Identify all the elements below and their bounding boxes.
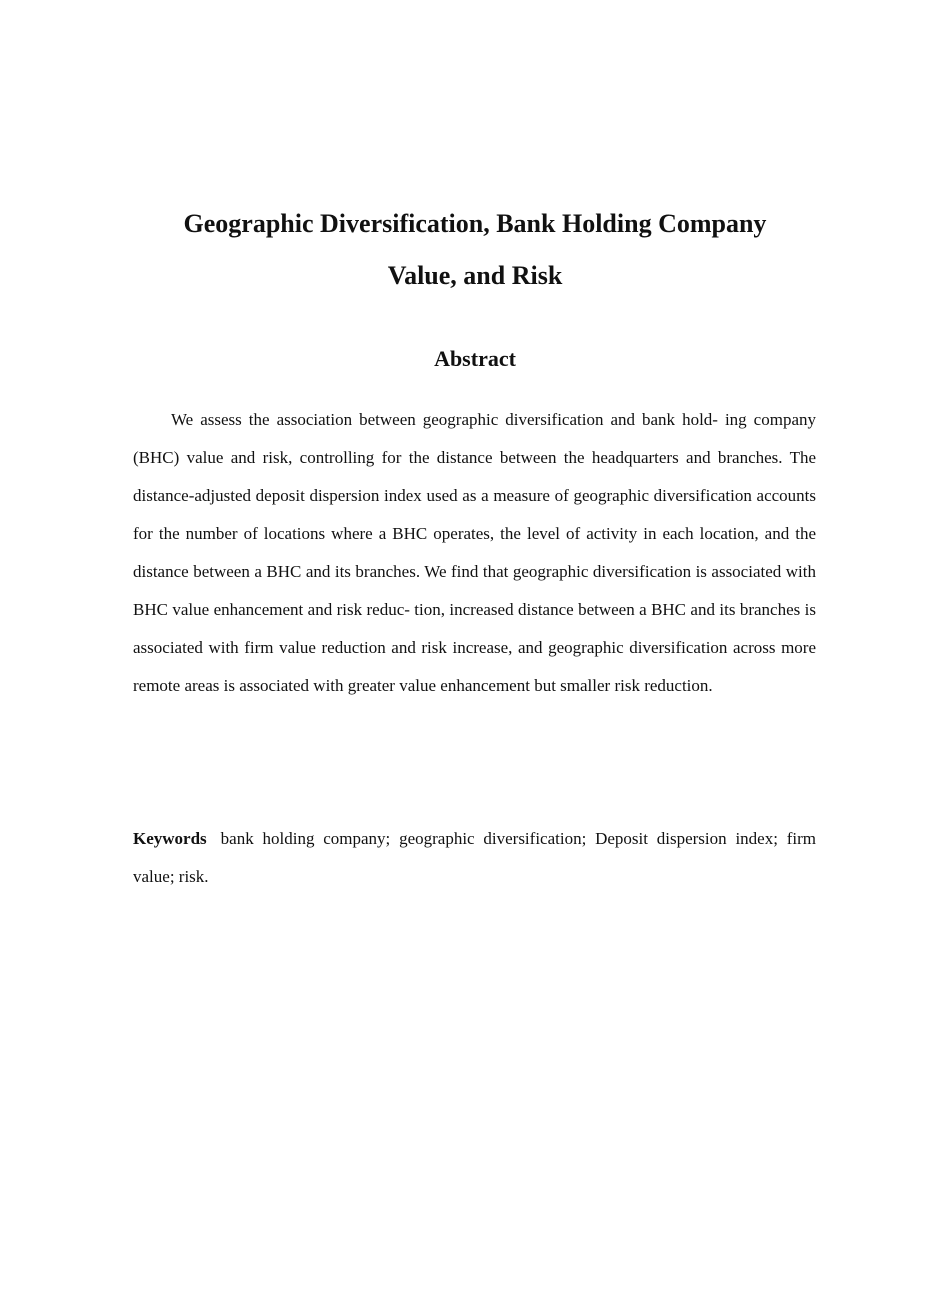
keywords-section: [133, 820, 816, 896]
keywords-label: Keywords: [133, 829, 207, 848]
keywords-text: bank holding company; geographic diversification; Deposit dispersion index; firm value; risk.: [133, 829, 816, 886]
paper-title-line-1: Geographic Diversification, Bank Holding Company: [183, 209, 767, 238]
paper-title-line-2: Value, and Risk: [387, 261, 563, 290]
paper-title: [0, 198, 926, 302]
abstract-heading: Abstract: [434, 346, 516, 371]
abstract-text: We assess the association between geographic diversification and bank hold- ing company (BHC) value and risk, controlling for the distance between the headquarters and branches. The distance-adjusted deposit dispersion index used as a measure of geographic diversification accounts for the number of locations where a BHC operates, the level of activity in each location, and the distance between a BHC and its branches. We find that geographic diversification is associated with BHC value enhancement and risk reduc- tion, increased distance between a BHC and its branches is associated with firm value reduction and risk increase, and geographic diversification across more remote areas is associated with greater value enhancement but smaller risk reduction.: [133, 410, 816, 695]
